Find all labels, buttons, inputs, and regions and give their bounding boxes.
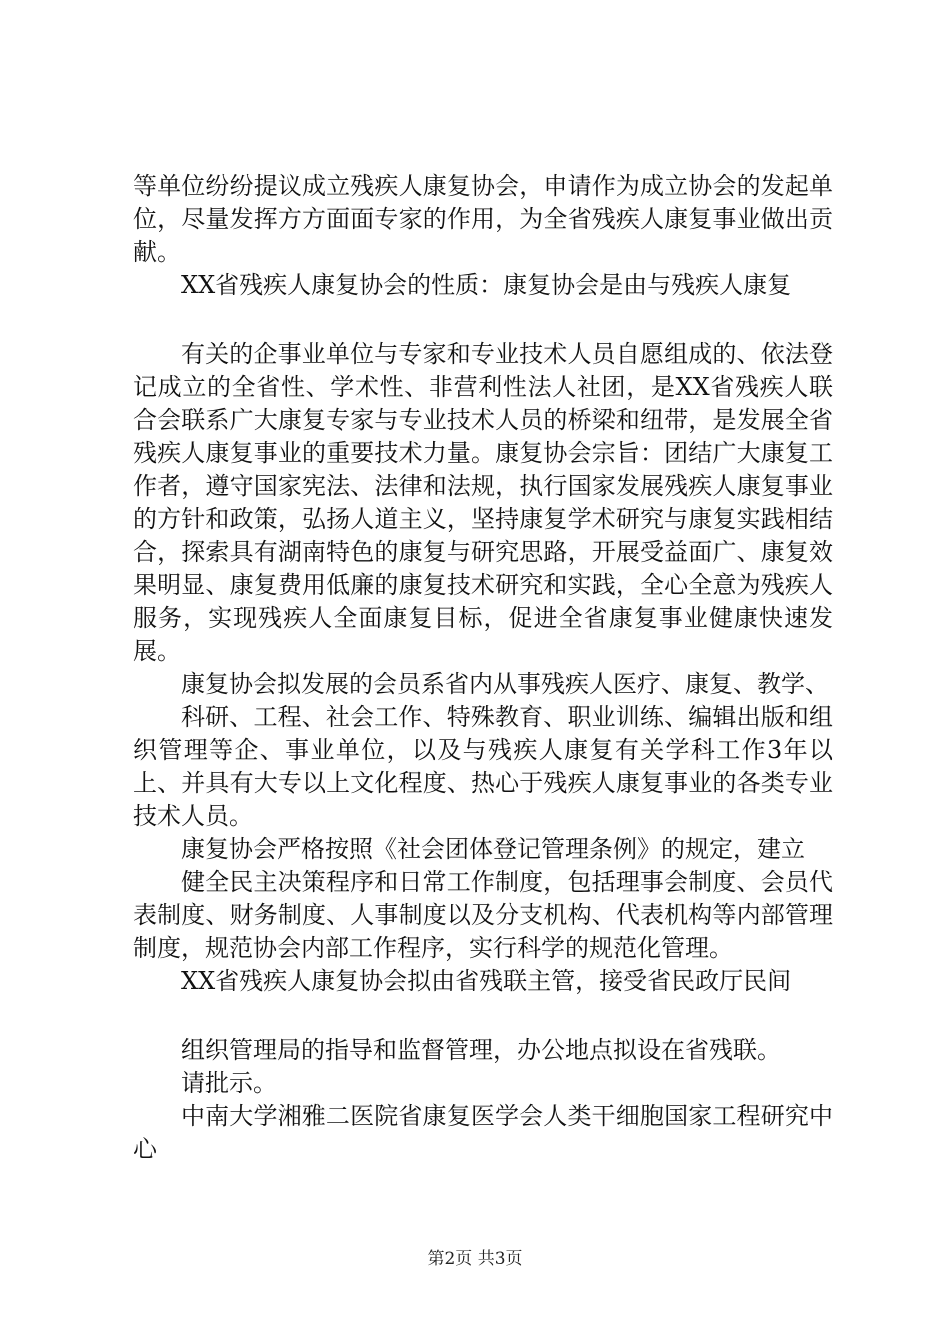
paragraph-7: 健全民主决策程序和日常工作制度，包括理事会制度、会员代表制度、财务制度、人事制度以及分支机构、代表机构等内部管理制度，规范协会内部工作程序，实行科学的规范化管理。 xyxy=(133,868,833,962)
paragraph-2: XX省残疾人康复协会的性质：康复协会是由与残疾人康复 xyxy=(181,271,792,299)
paragraph-3: 有关的企事业单位与专家和专业技术人员自愿组成的、依法登记成立的全省性、学术性、非营利性法人社团，是XX省残疾人联合会联系广大康复专家与专业技术人员的桥梁和纽带，是发展全省残疾人康复事业的重要技术力量。康复协会宗旨：团结广大康复工作者，遵守国家宪法、法律和法规，执行国家发展残疾人康复事业的方针和政策，弘扬人道主义，坚持康复学术研究与康复实践相结合，探索具有湖南特色的康复与研究思路，开展受益面广、康复效果明显、康复费用低廉的康复技术研究和实践，全心全意为残疾人服务，实现残疾人全面康复目标，促进全省康复事业健康快速发展。 xyxy=(133,340,833,665)
page-number-footer: 第2页 共3页 xyxy=(427,1249,523,1269)
document-body xyxy=(133,170,833,1166)
paragraph-1: 等单位纷纷提议成立残疾人康复协会，申请作为成立协会的发起单位，尽量发挥方方面面专家的作用，为全省残疾人康复事业做出贡献。 xyxy=(133,172,833,266)
paragraph-10: 请批示。 xyxy=(181,1069,277,1097)
paragraph-gap xyxy=(133,302,833,338)
paragraph-gap xyxy=(133,998,833,1034)
paragraph-11: 中南大学湘雅二医院省康复医学会人类干细胞国家工程研究中心 xyxy=(133,1102,833,1163)
paragraph-6: 康复协会严格按照《社会团体登记管理条例》的规定，建立 xyxy=(181,835,805,863)
paragraph-5: 科研、工程、社会工作、特殊教育、职业训练、编辑出版和组织管理等企、事业单位，以及与残疾人康复有关学科工作3年以上、并具有大专以上文化程度、热心于残疾人康复事业的各类专业技术人员。 xyxy=(133,703,833,830)
paragraph-9: 组织管理局的指导和监督管理，办公地点拟设在省残联。 xyxy=(181,1036,781,1064)
paragraph-8: XX省残疾人康复协会拟由省残联主管，接受省民政厅民间 xyxy=(181,967,792,995)
paragraph-4: 康复协会拟发展的会员系省内从事残疾人医疗、康复、教学、 xyxy=(181,670,829,698)
